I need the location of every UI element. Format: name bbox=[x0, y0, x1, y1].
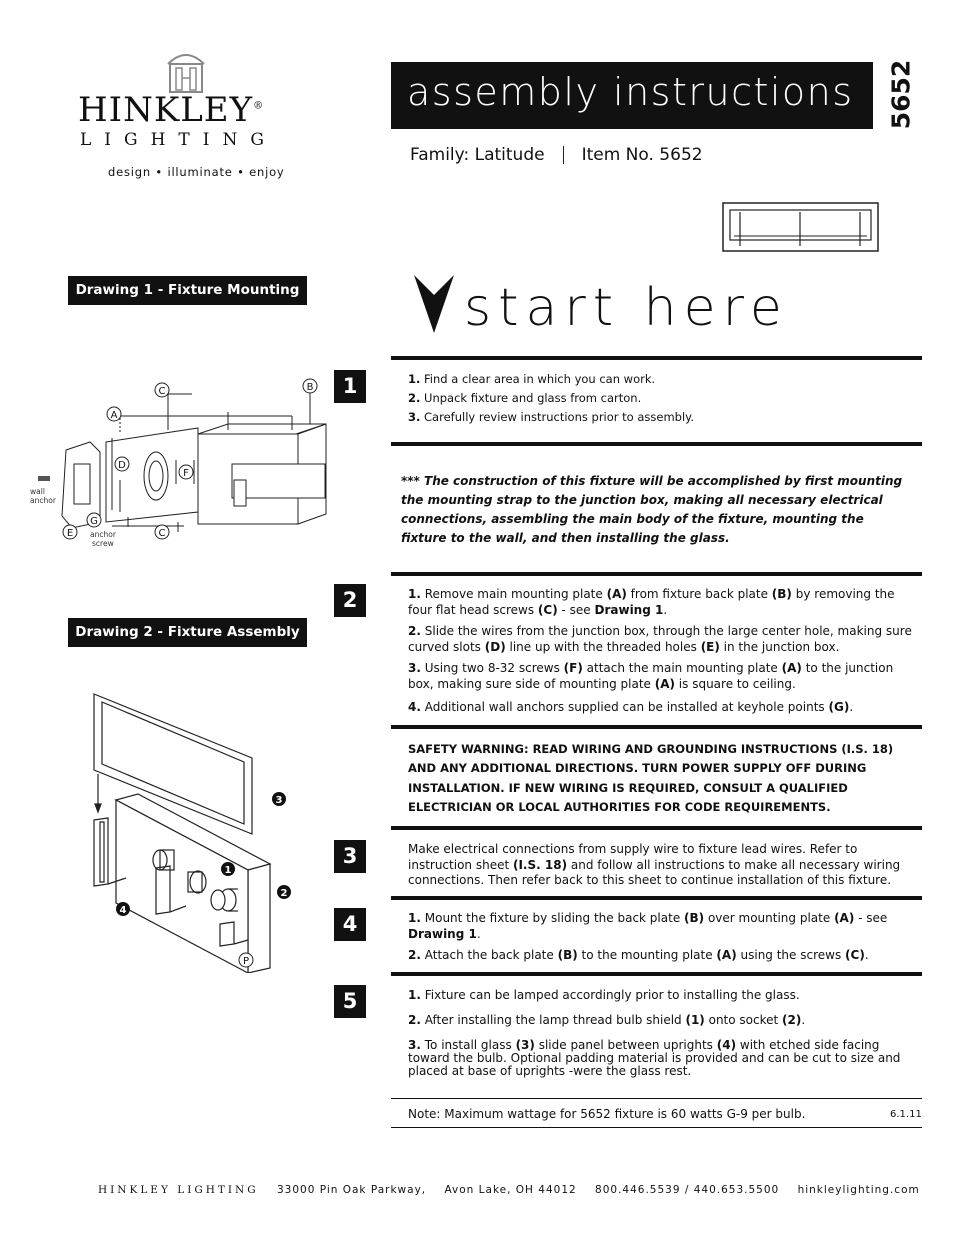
family-name: Family: Latitude bbox=[410, 145, 545, 165]
anchor-screw-label-2: screw bbox=[92, 539, 114, 548]
svg-text:D: D bbox=[118, 460, 126, 471]
callout-b bbox=[303, 379, 317, 393]
rule bbox=[391, 972, 922, 976]
callout-a bbox=[107, 407, 121, 421]
divider bbox=[563, 146, 564, 164]
item-number: Item No. 5652 bbox=[581, 145, 703, 165]
svg-text:P: P bbox=[242, 956, 250, 967]
step-2-item: 2. Slide the wires from the junction box, through the large center hole, making sure curved slots (D) line up with the threaded holes (E) in the junction box. bbox=[408, 624, 912, 654]
lantern-icon bbox=[156, 46, 216, 96]
step-3-number: 3 bbox=[334, 840, 366, 873]
callout-3 bbox=[272, 792, 286, 806]
step-4-text bbox=[408, 911, 914, 970]
step-4-item: 2. Attach the back plate (B) to the mounting plate (A) using the screws (C). bbox=[408, 948, 869, 962]
step-5-item: 3. To install glass (3) slide panel between uprights (4) with etched side facing toward the bulb. Optional padding material is provided and can be cut to size and placed at base of uprights -were the glass rest. bbox=[408, 1038, 901, 1078]
callout-c-bottom bbox=[155, 525, 169, 539]
rule bbox=[391, 442, 922, 446]
step-5-number: 5 bbox=[334, 985, 366, 1018]
step-2-item: 3. Using two 8-32 screws (F) attach the main mounting plate (A) to the junction box, making sure side of mounting plate (A) is square to ceiling. bbox=[408, 661, 894, 691]
drawing2-label: Drawing 2 - Fixture Assembly bbox=[68, 618, 307, 647]
start-arrow-icon bbox=[412, 273, 456, 335]
svg-text:C: C bbox=[158, 386, 166, 397]
step-2-text bbox=[408, 587, 914, 722]
callout-d bbox=[115, 457, 129, 471]
svg-text:C: C bbox=[158, 528, 166, 539]
step-5-text bbox=[408, 989, 914, 1084]
svg-text:4: 4 bbox=[119, 905, 127, 916]
step-1-item: 1. Find a clear area in which you can work. bbox=[408, 372, 656, 386]
wall-anchor-icon bbox=[38, 476, 50, 481]
footer-phone: 800.446.5539 / 440.653.5500 bbox=[595, 1184, 780, 1196]
step-1-item: 3. Carefully review instructions prior to assembly. bbox=[408, 410, 695, 424]
step-4-number: 4 bbox=[334, 908, 366, 941]
footer-brand: HINKLEY LIGHTING bbox=[98, 1184, 259, 1196]
fixture-thumbnail bbox=[722, 202, 879, 252]
logo-subbrand: LIGHTING bbox=[80, 130, 277, 150]
drawing1-fixture-mounting bbox=[28, 372, 358, 558]
svg-text:F: F bbox=[183, 468, 189, 479]
drawing1-label: Drawing 1 - Fixture Mounting bbox=[68, 276, 307, 305]
hinkley-logo bbox=[60, 40, 320, 190]
safety-warning: SAFETY WARNING: READ WIRING AND GROUNDING INSTRUCTIONS (I.S. 18) AND ANY ADDITIONAL DIRECTIONS. TURN POWER SUPPLY OFF DURING INSTALLATION. IF NEW WIRING IS REQUIRED, CONSULT A QUALIFIED ELECTRICIAN OR LOCAL AUTHORITIES FOR CODE REQUIREMENTS. bbox=[408, 742, 894, 814]
svg-text:1: 1 bbox=[224, 865, 232, 876]
callout-g bbox=[87, 513, 101, 527]
date-code: 6.1.11 bbox=[890, 1109, 922, 1120]
rule bbox=[391, 572, 922, 576]
step-5-item: 2. After installing the lamp thread bulb shield (1) onto socket (2). bbox=[408, 1013, 806, 1027]
footer-city: Avon Lake, OH 44012 bbox=[444, 1184, 577, 1196]
step-5-item: 1. Fixture can be lamped accordingly prior to installing the glass. bbox=[408, 988, 800, 1002]
step-3-text: Make electrical connections from supply wire to fixture lead wires. Refer to instruction sheet (I.S. 18) and follow all instructions to make all necessary wiring connections. Then refer back to this sheet to continue installation of this fixture. bbox=[408, 842, 901, 887]
rule bbox=[391, 1127, 922, 1128]
step-1-item: 2. Unpack fixture and glass from carton. bbox=[408, 391, 642, 405]
footer-street: 33000 Pin Oak Parkway, bbox=[276, 1184, 427, 1196]
callout-e bbox=[63, 525, 77, 539]
rule bbox=[391, 896, 922, 900]
step-2-item: 4. Additional wall anchors supplied can be installed at keyhole points (G). bbox=[408, 700, 854, 714]
item-number-vertical: 5652 bbox=[886, 59, 916, 130]
logo-tagline: design • illuminate • enjoy bbox=[108, 165, 285, 179]
logo-brand: HINKLEY® bbox=[78, 90, 265, 130]
step-4-item: 1. Mount the fixture by sliding the back plate (B) over mounting plate (A) - see Drawing 1. bbox=[408, 911, 888, 941]
svg-text:2: 2 bbox=[280, 888, 288, 899]
step-2-number: 2 bbox=[334, 584, 366, 617]
callout-1 bbox=[221, 862, 235, 876]
rule bbox=[391, 725, 922, 729]
callout-2 bbox=[277, 885, 291, 899]
callout-c-top bbox=[155, 383, 169, 397]
footer bbox=[98, 1184, 920, 1196]
family-line bbox=[410, 145, 703, 165]
step-1-text bbox=[408, 372, 914, 430]
footer-website: hinkleylighting.com bbox=[797, 1184, 920, 1196]
svg-text:E: E bbox=[66, 528, 74, 539]
callout-f bbox=[179, 465, 193, 479]
rule bbox=[391, 356, 922, 360]
svg-text:A: A bbox=[110, 410, 118, 421]
anchor-screw-label-1: anchor bbox=[90, 530, 116, 539]
wall-anchor-label-2: anchor bbox=[30, 496, 56, 505]
step-1-number: 1 bbox=[334, 370, 366, 403]
step-2-item: 1. Remove main mounting plate (A) from fixture back plate (B) by removing the four flat head screws (C) - see Drawing 1. bbox=[408, 587, 895, 617]
callout-p bbox=[239, 953, 253, 967]
drawing2-fixture-assembly bbox=[80, 688, 310, 973]
rule bbox=[391, 1098, 922, 1099]
start-here-heading: start here bbox=[412, 270, 932, 340]
callout-4 bbox=[116, 902, 130, 916]
svg-text:B: B bbox=[306, 382, 314, 393]
svg-text:3: 3 bbox=[275, 795, 283, 806]
title-bar bbox=[391, 62, 873, 129]
rule bbox=[391, 826, 922, 830]
wattage-note: Note: Maximum wattage for 5652 fixture is 60 watts G-9 per bulb. bbox=[408, 1107, 806, 1121]
wall-anchor-label-1: wall bbox=[30, 487, 45, 496]
construction-note: *** The construction of this fixture will be accomplished by first mounting the mounting strap to the junction box, making all necessary electrical connections, assembling the main body of the fixture, mounting the fixture to the wall, and then installing the glass. bbox=[401, 474, 903, 545]
page-title: assembly instructions bbox=[407, 70, 854, 114]
svg-text:G: G bbox=[90, 516, 98, 527]
